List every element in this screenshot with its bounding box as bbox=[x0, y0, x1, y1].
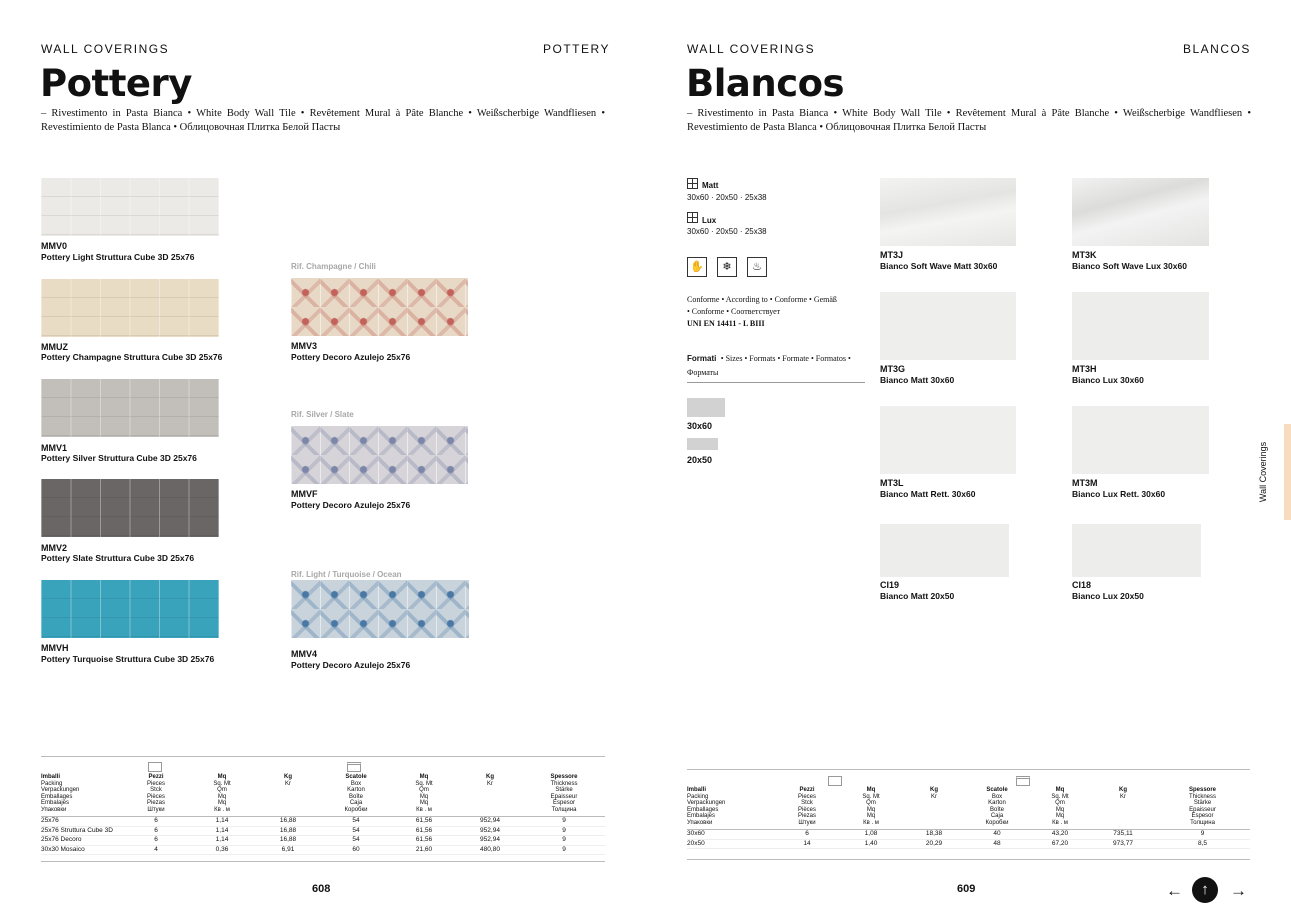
section-label: WALL COVERINGS bbox=[687, 42, 816, 56]
product-code: MMVH bbox=[41, 643, 69, 653]
product-code: MMV3 bbox=[291, 341, 318, 351]
product-code: MT3G bbox=[880, 364, 906, 374]
product-name: Bianco Matt 20x50 bbox=[880, 591, 955, 601]
box-icon bbox=[347, 762, 361, 772]
product-image[interactable] bbox=[880, 178, 1016, 246]
product-image[interactable] bbox=[41, 178, 219, 236]
intro-text: – Rivestimento in Pasta Bianca • White Body Wall Tile • Revêtement Mural à Pâte Blanche • Weißscherbige Wandfliesen • Revestimiento de Pasta Blanca • Облицовочная Плитка Белой Пасты bbox=[687, 108, 1251, 133]
table-header: Spessore Thickness Stärke Epaisseur Espesor Толщина bbox=[523, 772, 605, 817]
frost-icon: ❄ bbox=[717, 257, 737, 277]
table-header: Kg Kr bbox=[1091, 785, 1155, 830]
decor-reference: Rif. Champagne / Chili bbox=[291, 262, 376, 271]
table-row: 25x76 Struttura Cube 3D 6 1,14 16,88 54 61,56 952,94 9 bbox=[41, 826, 605, 836]
table-header: Kg Kr bbox=[255, 772, 321, 817]
size-label: 20x50 bbox=[687, 455, 713, 465]
page-title: Blancos bbox=[686, 62, 845, 105]
decor-image[interactable] bbox=[291, 580, 469, 638]
standard-text: UNI EN 14411 - L BIII bbox=[687, 319, 765, 328]
table-header: Mq Sq. Mt Qm Mq Mq Кв . м bbox=[1029, 785, 1091, 830]
size-swatch bbox=[687, 398, 725, 417]
table-header: Mq Sq. Mt Qm Mq Mq Кв . м bbox=[839, 785, 903, 830]
product-name: Pottery Slate Struttura Cube 3D 25x76 bbox=[41, 553, 195, 563]
series-label: BLANCOS bbox=[1183, 42, 1251, 56]
product-name: Bianco Lux Rett. 30x60 bbox=[1072, 489, 1166, 499]
product-name: Bianco Soft Wave Matt 30x60 bbox=[880, 261, 998, 271]
formats-heading bbox=[687, 351, 857, 379]
page-number: 608 bbox=[312, 883, 331, 895]
product-code: MT3K bbox=[1072, 250, 1097, 260]
table-header: Mq Sq. Mt Qm Mq Mq Кв . м bbox=[391, 772, 457, 817]
product-code: MMV0 bbox=[41, 241, 68, 251]
table-row: 20x50 14 1,40 20,29 48 67,20 973,77 8,5 bbox=[687, 839, 1250, 849]
packing-table bbox=[687, 785, 1250, 849]
page-number: 609 bbox=[957, 883, 976, 895]
product-code: MMV4 bbox=[291, 649, 318, 659]
table-row: 30x60 6 1,08 18,38 40 43,20 735,11 9 bbox=[687, 830, 1250, 840]
table-header: Kg Kr bbox=[903, 785, 965, 830]
table-row: 25x76 Decoro 6 1,14 16,88 54 61,56 952,94 9 bbox=[41, 836, 605, 846]
product-name: Pottery Light Struttura Cube 3D 25x76 bbox=[41, 252, 195, 262]
side-tab[interactable] bbox=[1284, 424, 1291, 520]
divider bbox=[41, 861, 605, 862]
product-image[interactable] bbox=[41, 379, 219, 437]
intro-text: – Rivestimento in Pasta Bianca • White Body Wall Tile • Revêtement Mural à Pâte Blanche • Weißscherbige Wandfliesen • Revestimiento de Pasta Blanca • Облицовочная Плитка Белой Пасты bbox=[41, 108, 605, 133]
product-name: Pottery Decoro Azulejo 25x76 bbox=[291, 660, 411, 670]
table-header: Imballi Packing Verpackungen Emballages Embalajes Упаковки bbox=[687, 785, 775, 830]
formats-label: Formati bbox=[687, 354, 717, 363]
table-header: Kg Kr bbox=[457, 772, 523, 817]
table-header-row bbox=[41, 772, 605, 817]
product-image[interactable] bbox=[880, 406, 1016, 474]
product-image[interactable] bbox=[1072, 406, 1209, 474]
side-tab-label: Wall Coverings bbox=[1258, 441, 1268, 503]
series-label: POTTERY bbox=[543, 42, 610, 56]
product-image[interactable] bbox=[1072, 178, 1209, 246]
divider bbox=[687, 859, 1250, 860]
grid-icon bbox=[687, 178, 698, 189]
product-name: Pottery Silver Struttura Cube 3D 25x76 bbox=[41, 453, 197, 463]
product-code: MT3L bbox=[880, 478, 904, 488]
box-icon bbox=[148, 762, 162, 772]
product-code: MT3H bbox=[1072, 364, 1097, 374]
product-name: Bianco Matt 30x60 bbox=[880, 375, 955, 385]
decor-reference: Rif. Light / Turquoise / Ocean bbox=[291, 570, 402, 579]
product-code: CI19 bbox=[880, 580, 900, 590]
product-code: MMVF bbox=[291, 489, 318, 499]
fire-icon: ♨ bbox=[747, 257, 767, 277]
page-title: Pottery bbox=[40, 62, 192, 105]
product-code: CI18 bbox=[1072, 580, 1092, 590]
table-header: Spessore Thickness Stärke Epaisseur Espesor Толщина bbox=[1155, 785, 1250, 830]
divider bbox=[687, 382, 865, 383]
product-name: Bianco Lux 30x60 bbox=[1072, 375, 1144, 385]
table-header: Scatole Box Karton Boîte Caja Коробки bbox=[965, 785, 1029, 830]
size-label: 30x60 bbox=[687, 421, 713, 431]
table-header: Pezzi Pieces Stck Pièces Piezas Штуки bbox=[775, 785, 839, 830]
product-code: MMUZ bbox=[41, 342, 68, 352]
size-swatch bbox=[687, 438, 718, 450]
decor-image[interactable] bbox=[291, 278, 468, 336]
arrow-right-icon[interactable]: → bbox=[1230, 881, 1247, 900]
product-image[interactable] bbox=[880, 524, 1009, 577]
hand-icon: ✋ bbox=[687, 257, 707, 277]
finish-label: Matt bbox=[702, 181, 719, 190]
product-name: Pottery Decoro Azulejo 25x76 bbox=[291, 500, 411, 510]
product-name: Pottery Decoro Azulejo 25x76 bbox=[291, 352, 411, 362]
product-image[interactable] bbox=[41, 279, 219, 337]
product-name: Bianco Lux 20x50 bbox=[1072, 591, 1144, 601]
arrow-left-icon[interactable]: ← bbox=[1166, 881, 1183, 900]
product-name: Pottery Champagne Struttura Cube 3D 25x76 bbox=[41, 352, 223, 362]
table-header-row bbox=[687, 785, 1250, 830]
section-label: WALL COVERINGS bbox=[41, 42, 170, 56]
table-header: Pezzi Pieces Stck Pièces Piezas Штуки bbox=[123, 772, 189, 817]
finish-sizes: 30x60 · 20x50 · 25x38 bbox=[687, 227, 767, 236]
table-header: Mq Sq. Mt Qm Mq Mq Кв . м bbox=[189, 772, 255, 817]
arrow-up-icon[interactable]: ↑ bbox=[1192, 877, 1218, 903]
conformity-text: Conforme • According to • Conforme • Gemäß • Conforme • Соответствует bbox=[687, 295, 837, 316]
formats-text: • Sizes • Formats • Formate • Formatos • Форматы bbox=[687, 354, 851, 377]
decor-reference: Rif. Silver / Slate bbox=[291, 410, 354, 419]
product-image[interactable] bbox=[41, 580, 219, 638]
table-row: 25x76 6 1,14 16,88 54 61,56 952,94 9 bbox=[41, 817, 605, 827]
product-code: MMV2 bbox=[41, 543, 68, 553]
product-name: Bianco Soft Wave Lux 30x60 bbox=[1072, 261, 1187, 271]
finish-label: Lux bbox=[702, 216, 717, 225]
grid-icon bbox=[687, 212, 698, 223]
table-header: Imballi Packing Verpackungen Emballages Embalajes Упаковки bbox=[41, 772, 123, 817]
product-image[interactable] bbox=[880, 292, 1016, 360]
divider bbox=[41, 756, 605, 757]
product-name: Pottery Turquoise Struttura Cube 3D 25x76 bbox=[41, 654, 215, 664]
product-image[interactable] bbox=[41, 479, 219, 537]
finish-sizes: 30x60 · 20x50 · 25x38 bbox=[687, 193, 767, 202]
decor-image[interactable] bbox=[291, 426, 468, 484]
product-code: MMV1 bbox=[41, 443, 68, 453]
table-row: 30x30 Mosaico 4 0,36 6,91 60 21,60 480,80 9 bbox=[41, 845, 605, 855]
product-code: MT3M bbox=[1072, 478, 1098, 488]
product-image[interactable] bbox=[1072, 292, 1209, 360]
product-name: Bianco Matt Rett. 30x60 bbox=[880, 489, 976, 499]
product-code: MT3J bbox=[880, 250, 904, 260]
divider bbox=[687, 769, 1250, 770]
product-image[interactable] bbox=[1072, 524, 1201, 577]
packing-table bbox=[41, 772, 605, 855]
table-header: Scatole Box Karton Boîte Caja Коробки bbox=[321, 772, 391, 817]
